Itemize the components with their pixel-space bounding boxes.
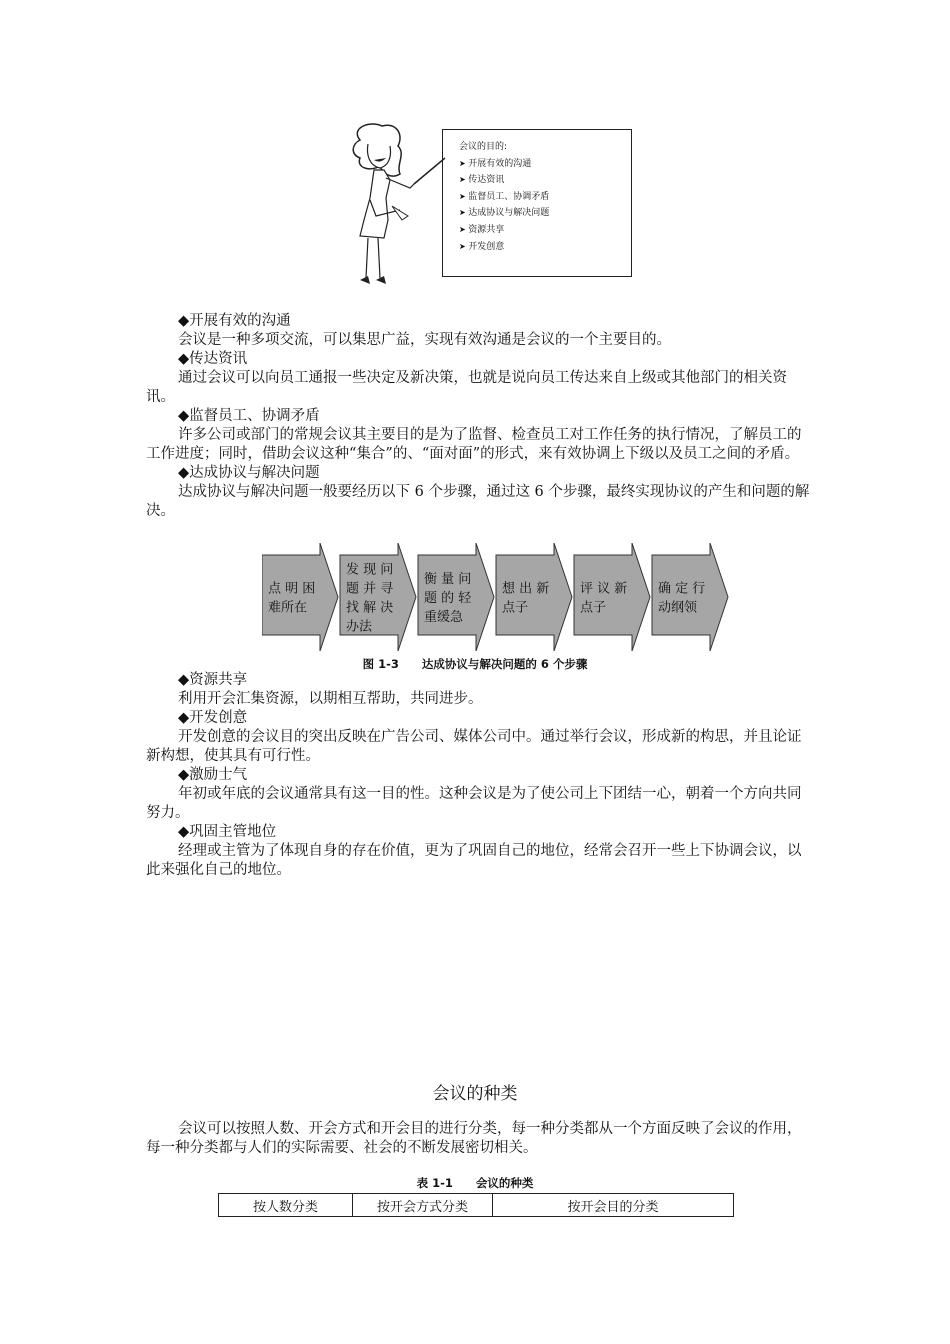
section-body: 许多公司或部门的常规会议其主要目的是为了监督、检查员工对工作任务的执行情况，了解员工的工作进度；同时，借助会议这种“集合”的、“面对面”的形式，来有效协调上下级以及员工之间的矛盾。 bbox=[146, 427, 802, 462]
flow-step-arrow bbox=[262, 543, 338, 651]
flow-step-label: 找 解 决 bbox=[346, 600, 394, 616]
section-body: 开发创意的会议目的突出反映在广告公司、媒体公司中。通过举行会议，形成新的构思，并且论证新构想，使其具有可行性。 bbox=[146, 729, 802, 764]
section-heading: ◆资源共享 bbox=[178, 672, 248, 688]
section-heading: ◆开展有效的沟通 bbox=[178, 313, 291, 329]
board-item: ➤ 传达资讯 bbox=[459, 172, 631, 189]
section-heading: ◆激励士气 bbox=[178, 767, 248, 783]
flow-step-label: 点 明 困 bbox=[268, 581, 316, 597]
section-body: 年初或年底的会议通常具有这一目的性。这种会议是为了使公司上下团结一心，朝着一个方向共同努力。 bbox=[146, 786, 802, 821]
section-body: 经理或主管为了体现自身的存在价值，更为了巩固自己的地位，经常会召开一些上下协调会议，以此来强化自己的地位。 bbox=[146, 843, 802, 878]
flow-step-label: 办法 bbox=[346, 619, 373, 635]
flow-step-label: 重缓急 bbox=[424, 610, 464, 625]
flow-step-arrow bbox=[340, 543, 416, 651]
flow-step-label: 点子 bbox=[502, 600, 529, 616]
board-title: 会议的目的: bbox=[459, 142, 508, 152]
kinds-intro: 会议可以按照人数、开会方式和开会目的进行分类，每一种分类都从一个方面反映了会议的作用，每一种分类都与人们的实际需要、社会的不断发展密切相关。 bbox=[146, 1121, 802, 1156]
purpose-sections bbox=[146, 312, 811, 521]
table-header-row bbox=[219, 1194, 734, 1217]
column-header: 按人数分类 bbox=[219, 1194, 353, 1217]
flow-step-arrow bbox=[496, 543, 572, 651]
purpose-sections-continued bbox=[146, 671, 811, 880]
flow-step-label: 衡 量 问 bbox=[424, 572, 472, 587]
flow-step-label: 题 并 寻 bbox=[346, 581, 394, 597]
board-item: ➤ 达成协议与解决问题 bbox=[459, 205, 631, 222]
table-caption: 表 1-1 会议的种类 bbox=[416, 1176, 534, 1190]
column-header: 按开会方式分类 bbox=[353, 1194, 493, 1217]
kinds-title: 会议的种类 bbox=[432, 1084, 518, 1104]
board-item: ➤ 监督员工、协调矛盾 bbox=[459, 189, 631, 206]
six-steps-flowchart bbox=[262, 543, 732, 651]
flow-step-label: 点子 bbox=[580, 600, 607, 616]
flow-step-label: 动纲领 bbox=[658, 600, 698, 616]
section-heading: ◆监督员工、协调矛盾 bbox=[178, 408, 320, 424]
section-heading: ◆达成协议与解决问题 bbox=[178, 465, 320, 481]
flow-step-label: 发 现 问 bbox=[346, 562, 394, 578]
section-body: 通过会议可以向员工通报一些决定及新决策，也就是说向员工传达来自上级或其他部门的相关资讯。 bbox=[146, 370, 787, 405]
section-body: 达成协议与解决问题一般要经历以下 6 个步骤，通过这 6 个步骤，最终实现协议的产生和问题的解决。 bbox=[146, 484, 810, 519]
board-item: ➤ 开展有效的沟通 bbox=[459, 156, 631, 173]
flow-step-label: 题 的 轻 bbox=[424, 591, 472, 606]
flow-step-label: 确 定 行 bbox=[658, 581, 706, 597]
section-body: 会议是一种多项交流，可以集思广益，实现有效沟通是会议的一个主要目的。 bbox=[178, 332, 671, 348]
flow-step-label: 难所在 bbox=[268, 600, 308, 616]
flow-step-arrow bbox=[652, 543, 728, 651]
column-header: 按开会目的分类 bbox=[493, 1194, 734, 1217]
kinds-table bbox=[218, 1193, 734, 1217]
kinds-intro-block bbox=[146, 1120, 811, 1158]
section-heading: ◆传达资讯 bbox=[178, 351, 248, 367]
flow-step-label: 想 出 新 bbox=[502, 581, 550, 597]
section-heading: ◆开发创意 bbox=[178, 710, 248, 726]
board-item: ➤ 资源共享 bbox=[459, 222, 631, 239]
flow-step-arrow bbox=[574, 543, 650, 651]
purpose-board bbox=[442, 129, 632, 277]
section-body: 利用开会汇集资源，以期相互帮助，共同进步。 bbox=[178, 691, 483, 707]
section-heading: ◆巩固主管地位 bbox=[178, 824, 277, 840]
figure-caption: 图 1-3 达成协议与解决问题的 6 个步骤 bbox=[362, 657, 588, 671]
board-item: ➤ 开发创意 bbox=[459, 239, 631, 256]
flow-step-label: 评 议 新 bbox=[580, 581, 628, 597]
